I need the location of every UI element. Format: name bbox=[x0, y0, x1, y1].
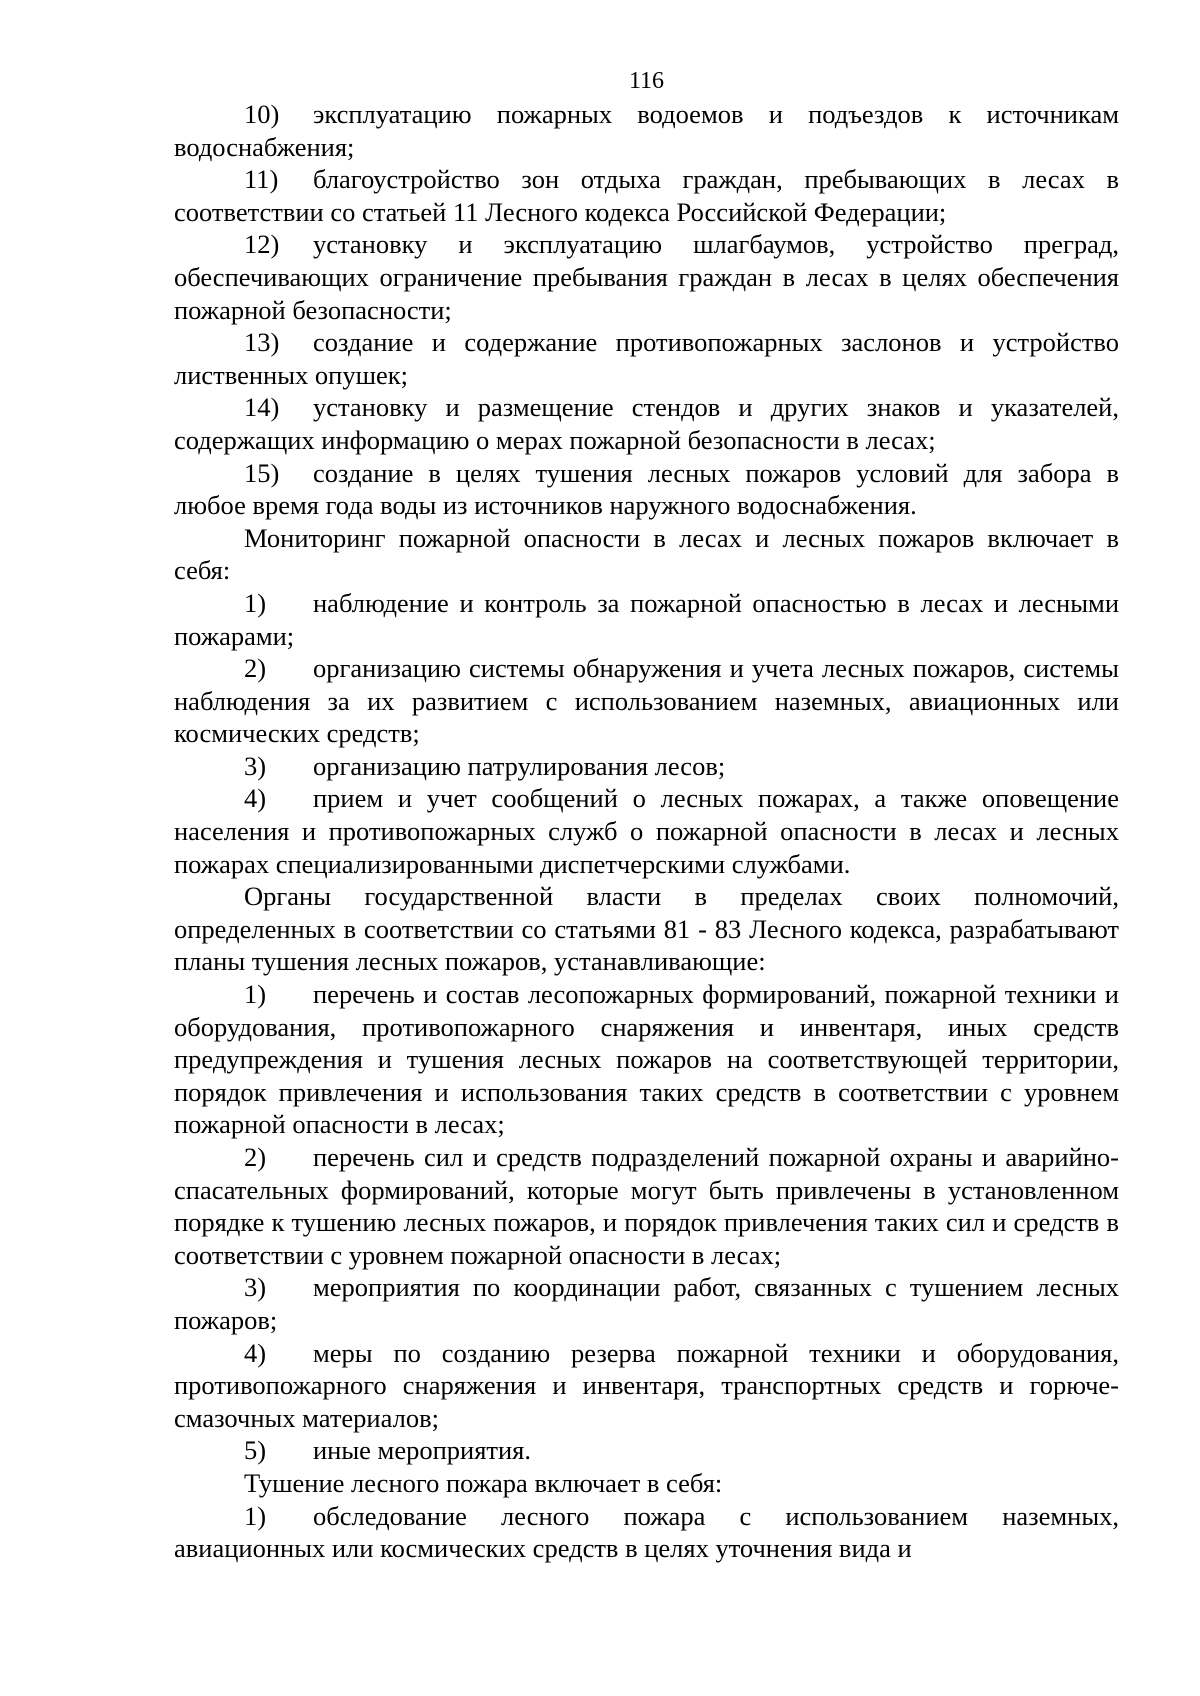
list-item-number: 12) bbox=[244, 229, 280, 260]
list-item-text: организацию патрулирования лесов; bbox=[313, 750, 726, 781]
list-item-text: создание в целях тушения лесных пожаров условий для забора в любое время года воды из источников наружного водоснабжения. bbox=[174, 457, 1119, 521]
list-item bbox=[174, 782, 1119, 880]
list-item-number: 3) bbox=[244, 1272, 267, 1303]
list-item bbox=[174, 1500, 1119, 1565]
list-item-number: 5) bbox=[244, 1435, 267, 1466]
list-item-number: 1) bbox=[244, 587, 267, 618]
list-item-text: наблюдение и контроль за пожарной опасностью в лесах и лесными пожарами; bbox=[174, 587, 1119, 651]
list-item bbox=[174, 750, 1119, 783]
list-item-text: перечень сил и средств подразделений пожарной охраны и аварийно-спасательных формирований, которые могут быть привлечены в установленном порядке к тушению лесных пожаров, и порядок привлечения таких сил и средств в соответствии с уровнем пожарной опасности в лесах; bbox=[174, 1142, 1119, 1270]
list-item-number: 14) bbox=[244, 392, 280, 423]
document-body bbox=[174, 98, 1119, 1565]
list-item-text: эксплуатацию пожарных водоемов и подъездов к источникам водоснабжения; bbox=[174, 99, 1119, 162]
list-item bbox=[174, 1434, 1119, 1467]
list-item bbox=[174, 978, 1119, 1141]
list-item-text: мероприятия по координации работ, связанных с тушением лесных пожаров; bbox=[174, 1272, 1119, 1335]
list-item bbox=[174, 587, 1119, 652]
list-item-number: 15) bbox=[244, 457, 280, 488]
list-item bbox=[174, 98, 1119, 163]
list-item-number: 1) bbox=[244, 1500, 267, 1531]
list-item-text: перечень и состав лесопожарных формирований, пожарной техники и оборудования, противопожарного снаряжения и инвентаря, иных средств предупреждения и тушения лесных пожаров на соответствующей территории, порядок привлечения и использования таких средств в соответствии с уровнем пожарной опасности в лесах; bbox=[174, 979, 1119, 1140]
list-item bbox=[174, 652, 1119, 750]
list-item bbox=[174, 1337, 1119, 1435]
list-item-number: 3) bbox=[244, 750, 267, 781]
list-item bbox=[174, 326, 1119, 391]
list-item-text: благоустройство зон отдыха граждан, пребывающих в лесах в соответствии со статьей 11 Лесного кодекса Российской Федерации; bbox=[174, 164, 1119, 227]
list-item-number: 10) bbox=[244, 99, 280, 129]
list-item-text: прием и учет сообщений о лесных пожарах, а также оповещение населения и противопожарных служб о пожарной опасности в лесах и лесных пожарах специализированными диспетчерскими службами. bbox=[174, 783, 1119, 879]
list-item bbox=[174, 457, 1119, 522]
list-item bbox=[174, 163, 1119, 228]
list-item-text: меры по созданию резерва пожарной техники и оборудования, противопожарного снаряжения и инвентаря, транспортных средств и горюче-смазочных материалов; bbox=[174, 1337, 1119, 1433]
list-item bbox=[174, 391, 1119, 456]
list-item-number: 2) bbox=[244, 1142, 267, 1172]
list-item-text: установку и размещение стендов и других знаков и указателей, содержащих информацию о мерах пожарной безопасности в лесах; bbox=[174, 392, 1119, 455]
list-item-number: 4) bbox=[244, 1337, 267, 1368]
list-item-text: организацию системы обнаружения и учета лесных пожаров, системы наблюдения за их развитием с использованием наземных, авиационных или космических средств; bbox=[174, 653, 1119, 749]
document-page bbox=[174, 66, 1119, 1565]
list-item-number: 2) bbox=[244, 653, 267, 684]
list-item-text: создание и содержание противопожарных заслонов и устройство лиственных опушек; bbox=[174, 327, 1119, 390]
list-item-text: иные мероприятия. bbox=[313, 1435, 531, 1466]
list-item bbox=[174, 1141, 1119, 1271]
list-item-text: установку и эксплуатацию шлагбаумов, устройство преград, обеспечивающих ограничение пребывания граждан в лесах в целях обеспечения пожарной безопасности; bbox=[174, 229, 1119, 325]
paragraph: Органы государственной власти в пределах своих полномочий, определенных в соответствии со статьями 81 - 83 Лесного кодекса, разрабатывают планы тушения лесных пожаров, устанавливающие: bbox=[174, 881, 1119, 977]
page-number: 116 bbox=[628, 68, 665, 94]
list-item-number: 1) bbox=[244, 979, 267, 1010]
list-item-number: 4) bbox=[244, 783, 267, 814]
list-item-number: 11) bbox=[244, 164, 279, 195]
list-item-number: 13) bbox=[244, 327, 280, 358]
paragraph: Мониторинг пожарной опасности в лесах и лесных пожаров включает в себя: bbox=[174, 522, 1119, 586]
paragraph: Тушение лесного пожара включает в себя: bbox=[244, 1467, 723, 1498]
list-item bbox=[174, 1271, 1119, 1336]
list-item-text: обследование лесного пожара с использованием наземных, авиационных или космических средств в целях уточнения вида и bbox=[174, 1500, 1119, 1564]
list-item bbox=[174, 228, 1119, 326]
